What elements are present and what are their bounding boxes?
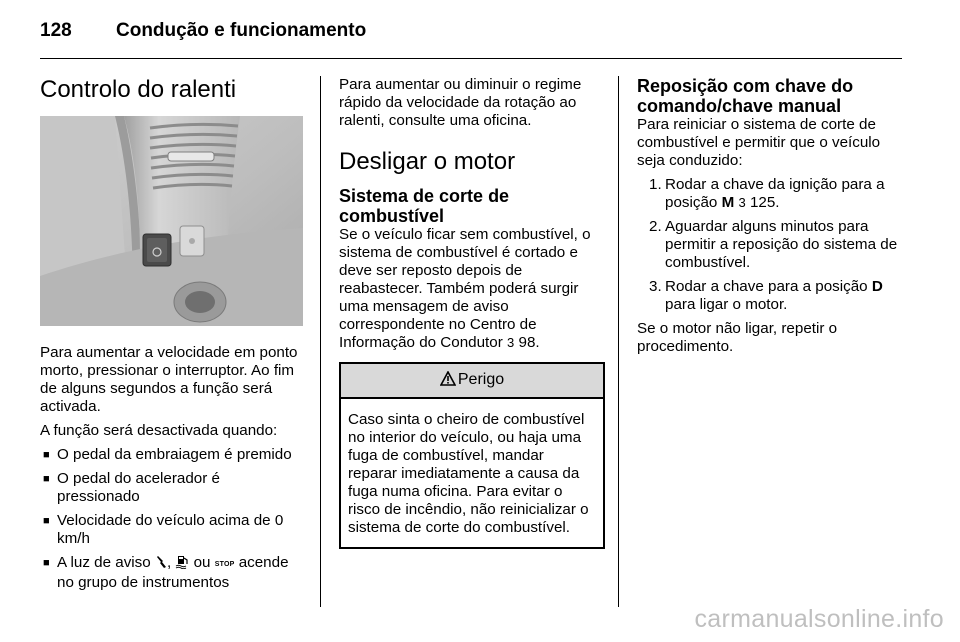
danger-warning-header (341, 364, 603, 399)
chapter-title: Condução e funcionamento (116, 20, 367, 41)
page-reference-icon: 3 (738, 195, 746, 210)
section-title-idle-control: Controlo do ralenti (40, 76, 237, 103)
list-item: ■ Velocidade do veículo acima de 0 km/h (43, 512, 284, 547)
column-2 (339, 76, 605, 549)
column-1 (40, 76, 306, 598)
list-item: 2. Aguardar alguns minutos para permitir a reposição do sistema de combustível. (649, 218, 898, 271)
warning-triangle-icon (440, 371, 456, 386)
danger-warning-box (339, 362, 605, 549)
section-title-engine-off: Desligar o motor (339, 148, 516, 175)
danger-warning-text: Caso sinta o cheiro de combustível no interior do veículo, ou haja uma fuga de combustível, mandar reparar imediatamente a causa da fuga numa oficina. Para evitar o risco de incêndio, não reinicializar o sistema de corte do combustível. (348, 411, 589, 536)
list-item: ■ O pedal do acelerador é pressionado (43, 470, 220, 505)
list-item: ■ A luz de aviso , ou STOP acende no grupo de instrumentos (43, 554, 289, 591)
idle-control-switch-photo (40, 116, 303, 326)
deactivation-conditions-list (40, 446, 306, 592)
paragraph: Se o motor não ligar, repetir o procedimento. (637, 320, 838, 355)
reset-steps-list (637, 176, 903, 314)
paragraph: Para aumentar ou diminuir o regime rápido da velocidade da rotação ao ralenti, consulte uma oficina. (339, 76, 582, 129)
bullet-square-icon: ■ (43, 449, 50, 461)
page-reference: 125. (749, 194, 780, 211)
paragraph: A função será desactivada quando: (40, 422, 278, 439)
list-item: ■ O pedal da embraiagem é premido (43, 446, 292, 463)
paragraph: Para aumentar a velocidade em ponto morto, pressionar o interruptor. Ao fim de alguns segundos a função será activada. (40, 344, 298, 415)
page-number: 128 (40, 20, 72, 41)
bullet-square-icon: ■ (43, 557, 50, 569)
list-item: 3. Rodar a chave para a posição D para ligar o motor. (649, 278, 883, 313)
column-separator (320, 76, 321, 607)
wrench-warning-icon (155, 555, 167, 569)
stop-warning-icon: STOP (214, 561, 235, 568)
paragraph: Para reiniciar o sistema de corte de combustível e permitir que o veículo seja conduzido: (637, 116, 881, 169)
page-header (40, 20, 366, 42)
subsection-title-fuel-cutoff: Sistema de corte de combustível (339, 186, 510, 226)
fuel-cutoff-warning-icon (175, 555, 189, 569)
page-reference-icon: 3 (507, 335, 515, 350)
column-3 (637, 76, 903, 362)
subsection-title-key-reset: Reposição com chave do comando/chave manual (637, 76, 854, 116)
paragraph: Se o veículo ficar sem combustível, o sistema de combustível é cortado e deve ser reposto depois de reabastecer. Também poderá surgir uma mensagem de aviso correspondente no Centro de Informação do Condutor 3 98. (339, 226, 591, 351)
watermark: carmanualsonline.info (694, 605, 944, 633)
list-item: 1. Rodar a chave da ignição para a posição M 3 125. (649, 176, 885, 211)
danger-warning-label: Perigo (457, 371, 505, 388)
page-reference: 98. (518, 334, 540, 351)
bullet-square-icon: ■ (43, 473, 50, 485)
column-separator (618, 76, 619, 607)
header-rule (40, 58, 902, 59)
bullet-square-icon: ■ (43, 515, 50, 527)
